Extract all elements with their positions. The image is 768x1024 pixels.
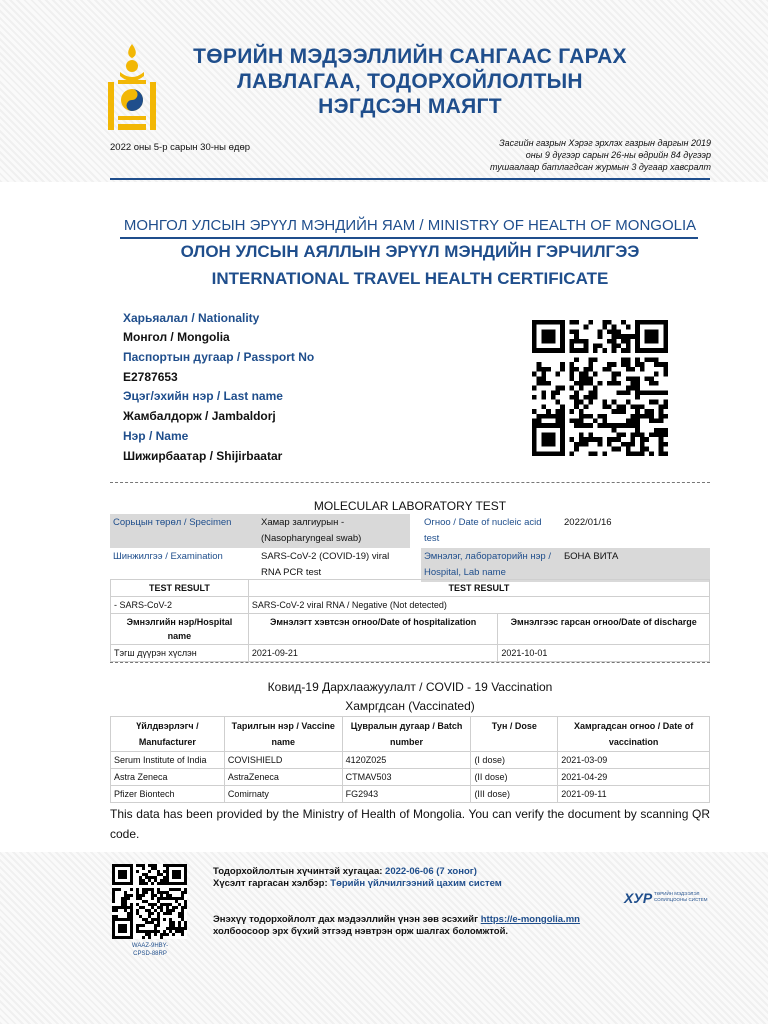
result-header: TEST RESULT (248, 580, 709, 597)
verify-text-2: холбоосоор эрх бүхий этгээд нэвтрэн орж шалгах боломжтой. (213, 926, 509, 937)
vaccine-cell: 2021-03-09 (558, 752, 710, 769)
table-row (111, 769, 710, 786)
vaccine-header: Тарилгын нэр / Vaccine name (224, 717, 342, 752)
system-value: Төрийн үйлчилгээний цахим систем (330, 878, 502, 889)
hospital-header: Эмнэлэгт хэвтсэн огноо/Date of hospitalization (248, 614, 498, 645)
hospital-value: БОНА ВИТА (561, 548, 710, 582)
verification-note: This data has been provided by the Ministry of Health of Mongolia. You can verify the document by scanning QR code. (110, 807, 710, 841)
xyp-logo-mark: ХУР (624, 890, 653, 906)
vaccine-cell: 2021-09-11 (558, 786, 710, 803)
hospital-header: Эмнэлгээс гарсан огноо/Date of discharge (498, 614, 710, 645)
hospital-cell: Тэгш дүүрэн хүслэн (111, 645, 249, 662)
document-header-title: ТӨРИЙН МЭДЭЭЛЛИЙН САНГААС ГАРАХ ЛАВЛАГАА, ТОДОРХОЙЛОЛТЫН НЭГДСЭН МАЯГТ (193, 45, 627, 118)
vaccine-header: Үйлдвэрлэгч / Manufacturer (111, 717, 225, 752)
test-date-label: Огноо / Date of nucleic acid test (424, 517, 542, 544)
test-date-value: 2022/01/16 (564, 517, 612, 528)
verify-text: Энэхүү тодорхойлолт дах мэдээллийн үнэн зөв эсэхийг (213, 914, 481, 925)
validity-line (213, 866, 477, 878)
vaccine-cell: Pfizer Biontech (111, 786, 225, 803)
name-value: Шижирбаатар / Shijirbaatar (123, 449, 283, 463)
examination-value: SARS-CoV-2 (COVID-19) viral RNA PCR test (261, 551, 390, 578)
vaccine-header: Хамргадсан огноо / Date of vaccination (558, 717, 710, 752)
system-line (213, 878, 502, 890)
issue-date: 2022 оны 5-р сарын 30-ны өдөр (110, 142, 251, 153)
header-divider (110, 178, 710, 180)
vaccine-cell: (III dose) (471, 786, 558, 803)
verify-line (213, 914, 613, 938)
hospital-header: Эмнэлгийн нэр/Hospital name (111, 614, 249, 645)
vaccine-cell: 2021-04-29 (558, 769, 710, 786)
system-label: Хүсэлт гаргасан хэлбэр: (213, 878, 331, 889)
nationality-label: Харьяалал / Nationality (123, 311, 260, 325)
vaccine-cell: FG2943 (342, 786, 471, 803)
e-mongolia-link[interactable]: https://e-mongolia.mn (480, 914, 580, 925)
vaccine-cell: COVISHIELD (224, 752, 342, 769)
soyombo-emblem-icon (108, 42, 156, 132)
hospital-cell: 2021-10-01 (498, 645, 710, 662)
lastname-label: Эцэг/эхийн нэр / Last name (123, 389, 283, 403)
vaccine-cell: CTMAV503 (342, 769, 471, 786)
vaccination-table (110, 716, 710, 803)
vaccine-cell: (II dose) (471, 769, 558, 786)
nationality-value: Монгол / Mongolia (123, 330, 230, 344)
vaccination-title: Ковид-19 Дархлаажуулалт / COVID - 19 Vaccination (267, 680, 553, 694)
specimen-label: Сорьцын төрөл / Specimen (110, 514, 258, 548)
table-row (111, 752, 710, 769)
certificate-title-mn: ОЛОН УЛСЫН АЯЛЛЫН ЭРҮҮЛ МЭНДИЙН ГЭРЧИЛГЭЭ (180, 242, 640, 261)
vaccine-header: Цувралын дугаар / Batch number (342, 717, 471, 752)
lab-section-title: MOLECULAR LABORATORY TEST (313, 499, 507, 513)
vaccine-cell: (I dose) (471, 752, 558, 769)
hospital-cell: 2021-09-21 (248, 645, 498, 662)
decree-reference: Засгийн газрын Хэрэг эрхлэх газрын даргын 2019 оны 9 дүгээр сарын 26-ны өдрийн 84 дүгээр тушаалаар батлагдсан журмын 3 дугаар хавсралт (489, 138, 711, 172)
lab-details-table (110, 514, 710, 582)
specimen-value: Хамар залгиурын - (Nasopharyngeal swab) (258, 514, 410, 548)
vaccine-cell: 4120Z025 (342, 752, 471, 769)
result-header: TEST RESULT (111, 580, 249, 597)
certificate-title-en: INTERNATIONAL TRAVEL HEALTH CERTIFICATE (211, 269, 609, 288)
verification-qr-code[interactable] (528, 320, 672, 456)
hospital-label: Эмнэлэг, лабораторийн нэр / Hospital, Lab name (421, 548, 561, 582)
vaccine-cell: AstraZeneca (224, 769, 342, 786)
footer-qr-code[interactable] (112, 864, 187, 939)
vaccine-cell: Serum Institute of India (111, 752, 225, 769)
validity-label: Тодорхойлолтын хүчинтэй хугацаа: (213, 866, 386, 877)
vaccination-status: Хамргдсан (Vaccinated) (345, 699, 475, 713)
ministry-underline (120, 237, 698, 239)
vaccine-header: Тун / Dose (471, 717, 558, 752)
section-divider (110, 482, 710, 483)
vaccine-cell: Astra Zeneca (111, 769, 225, 786)
passport-label: Паспортын дугаар / Passport No (123, 350, 315, 364)
ministry-name: МОНГОЛ УЛСЫН ЭРҮҮЛ МЭНДИЙН ЯАМ / MINISTRY OF HEALTH OF MONGOLIA (123, 217, 697, 234)
xyp-logo (624, 890, 714, 908)
vaccine-cell: Comirnaty (224, 786, 342, 803)
test-result-table (110, 579, 710, 662)
qr-code-text: WAAZ-9HBY- CPSD-88RP (131, 943, 169, 957)
result-cell: SARS-CoV-2 viral RNA / Negative (Not detected) (248, 597, 709, 614)
lastname-value: Жамбалдорж / Jambaldorj (123, 409, 276, 423)
name-label: Нэр / Name (123, 429, 189, 443)
table-row (111, 786, 710, 803)
xyp-logo-subtitle: ТӨРИЙН МЭДЭЭЛЭЛ СОЛИЛЦООНЫ СИСТЕМ (654, 891, 708, 902)
passport-value: E2787653 (123, 370, 178, 384)
validity-value: 2022-06-06 (7 хоног) (385, 866, 477, 877)
section-divider (110, 662, 710, 663)
examination-label: Шинжилгээ / Examination (113, 551, 223, 562)
result-cell: - SARS-CoV-2 (111, 597, 249, 614)
